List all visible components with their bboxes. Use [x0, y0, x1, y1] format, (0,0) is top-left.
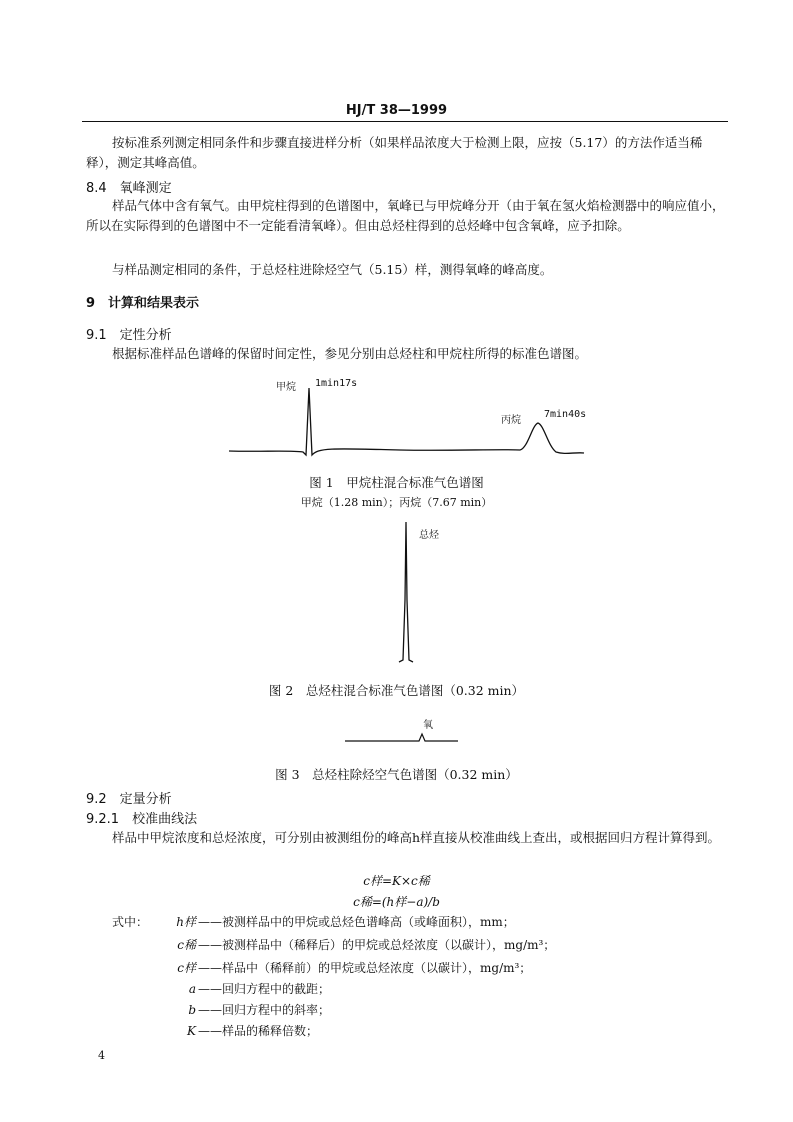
figure1-subcaption: 甲烷（1.28 min）；丙烷（7.67 min）	[300, 496, 493, 509]
fig2-label-total-hydrocarbon: 总烃	[419, 530, 439, 541]
formula-1: c样=K×c稀	[363, 874, 430, 888]
definition-symbol: c稀	[177, 938, 196, 952]
definitions-intro: 式中：	[112, 915, 149, 929]
figure1-caption: 图 1 甲烷柱混合标准气色谱图	[309, 475, 484, 490]
fig1-label-propane: 丙烷	[501, 415, 521, 426]
section-9-2-1-heading: 9.2.1 校准曲线法	[86, 812, 198, 827]
definition-text: ——样品的稀释倍数；	[198, 1024, 319, 1038]
section-9-heading: 9 计算和结果表示	[86, 296, 200, 311]
section-8-4-heading: 8.4 氧峰测定	[86, 181, 172, 196]
definition-symbol: b	[188, 1003, 196, 1017]
definition-symbol: h样	[176, 915, 196, 929]
definition-symbol: K	[187, 1024, 196, 1038]
definition-symbol: a	[188, 982, 196, 996]
paragraph-3: 与样品测定相同的条件，于总烃柱进除烃空气（5.15）样，测得氧峰的峰高度。	[112, 262, 553, 277]
definition-text: ——样品中（稀释前）的甲烷或总烃浓度（以碳计），mg/m³；	[198, 961, 532, 975]
figure1-trace	[229, 388, 587, 455]
fig1-label-methane-time: 1min17s	[315, 378, 358, 389]
document-code: HJ/T 38—1999	[345, 103, 448, 118]
figure3-caption: 图 3 总烃柱除烃空气色谱图（0.32 min）	[275, 767, 518, 782]
section-9-1-heading: 9.1 定性分析	[86, 328, 172, 343]
formula-2: c稀=(h样−a)/b	[353, 895, 440, 909]
definition-text: ——回归方程中的斜率；	[198, 1003, 331, 1017]
paragraph-1: 按标准系列测定相同条件和步骤直接进样分析（如果样品浓度大于检测上限，应按（5.17）的方法作适当稀释），测定其峰高值。	[86, 135, 703, 170]
paragraph-5: 样品中甲烷浓度和总烃浓度，可分别由被测组份的峰高h样直接从校准曲线上查出，或根据回归方程计算得到。	[112, 830, 721, 845]
figure2-trace	[399, 522, 413, 662]
paragraph-4: 根据标准样品色谱峰的保留时间定性，参见分别由总烃柱和甲烷柱所得的标准色谱图。	[112, 346, 588, 361]
fig3-label-oxygen: 氧	[423, 720, 433, 731]
figure3-trace	[345, 734, 458, 741]
definition-text: ——被测样品中（稀释后）的甲烷或总烃浓度（以碳计），mg/m³；	[198, 938, 556, 952]
definition-text: ——被测样品中的甲烷或总烃色谱峰高（或峰面积），mm；	[198, 915, 515, 929]
fig1-label-methane: 甲烷	[276, 382, 296, 393]
paragraph-2: 样品气体中含有氧气。由甲烷柱得到的色谱图中，氧峰已与甲烷峰分开（由于氧在氢火焰检测器中的响应值小，所以在实际得到的色谱图中不一定能看清氧峰）。但由总烃柱得到的总烃峰中包含氧峰，应予扣除。	[86, 198, 725, 233]
definition-text: ——回归方程中的截距；	[198, 982, 331, 996]
section-9-2-heading: 9.2 定量分析	[86, 792, 172, 807]
fig1-label-propane-time: 7min40s	[544, 409, 587, 420]
figure2-caption: 图 2 总烃柱混合标准气色谱图（0.32 min）	[268, 683, 525, 698]
page-number: 4	[98, 1049, 105, 1062]
definition-symbol: c样	[177, 961, 196, 975]
